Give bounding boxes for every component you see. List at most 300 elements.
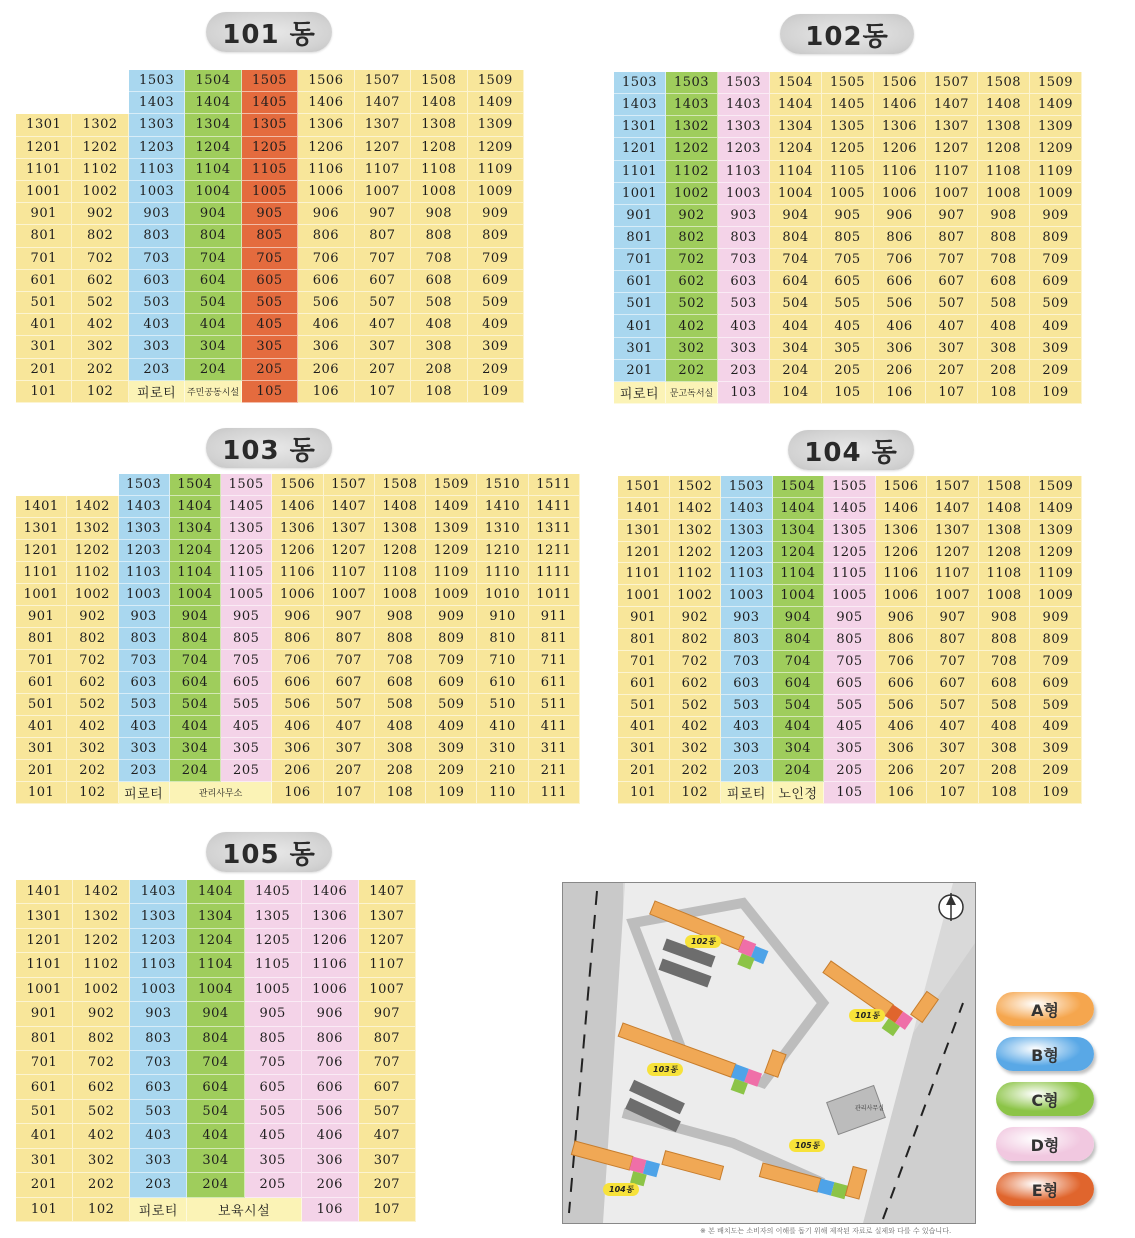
building-title-101: 101 동 — [206, 12, 332, 52]
unit-1007: 1007 — [926, 183, 978, 205]
unit-204: 204 — [170, 760, 221, 782]
unit-1105: 1105 — [822, 161, 874, 183]
unit-804: 804 — [187, 1027, 244, 1051]
unit-1506: 1506 — [876, 476, 928, 498]
unit-904: 904 — [770, 205, 822, 227]
unit-901: 901 — [16, 606, 67, 628]
unit-1102: 1102 — [73, 953, 130, 977]
unit-209: 209 — [468, 359, 524, 381]
unit-809: 809 — [426, 628, 477, 650]
unit-607: 607 — [355, 270, 411, 292]
building-title-102: 102동 — [780, 14, 914, 54]
unit-903: 903 — [718, 205, 770, 227]
unit-1405: 1405 — [245, 880, 302, 904]
unit-608: 608 — [411, 270, 467, 292]
unit-106: 106 — [876, 782, 928, 804]
unit-1403: 1403 — [666, 94, 718, 116]
facility-cell: 피로티 — [721, 782, 773, 804]
unit-1206: 1206 — [298, 137, 354, 159]
unit-1202: 1202 — [72, 137, 128, 159]
unit-1505: 1505 — [824, 476, 876, 498]
unit-1508: 1508 — [375, 474, 426, 496]
unit-1107: 1107 — [324, 562, 375, 584]
unit-1406: 1406 — [272, 496, 323, 518]
unit-601: 601 — [16, 1075, 73, 1099]
unit-403: 403 — [718, 315, 770, 337]
unit-1102: 1102 — [666, 161, 718, 183]
unit-1309: 1309 — [468, 114, 524, 136]
unit-1203: 1203 — [129, 137, 185, 159]
facility-cell: 피로티 — [129, 381, 185, 403]
unit-1309: 1309 — [1030, 116, 1082, 138]
unit-404: 404 — [773, 717, 825, 739]
unit-604: 604 — [770, 271, 822, 293]
unit-907: 907 — [359, 1002, 416, 1026]
unit-502: 502 — [670, 695, 722, 717]
unit-107: 107 — [927, 782, 979, 804]
unit-1105: 1105 — [824, 563, 876, 585]
unit-1104: 1104 — [187, 953, 244, 977]
unit-603: 603 — [130, 1075, 187, 1099]
unit-1207: 1207 — [927, 542, 979, 564]
unit-402: 402 — [73, 1124, 130, 1148]
unit-708: 708 — [979, 651, 1031, 673]
legend-type-c: C형 — [996, 1082, 1094, 1116]
unit-1304: 1304 — [770, 116, 822, 138]
unit-1307: 1307 — [359, 904, 416, 928]
unit-1105: 1105 — [245, 953, 302, 977]
unit-1205: 1205 — [822, 138, 874, 160]
unit-611: 611 — [529, 672, 580, 694]
unit-606: 606 — [874, 271, 926, 293]
unit-1007: 1007 — [324, 584, 375, 606]
unit-908: 908 — [978, 205, 1030, 227]
unit-106: 106 — [272, 782, 323, 804]
unit-909: 909 — [468, 203, 524, 225]
unit-702: 702 — [73, 1051, 130, 1075]
unit-904: 904 — [773, 607, 825, 629]
unit-1401: 1401 — [618, 498, 670, 520]
unit-1310: 1310 — [477, 518, 528, 540]
unit-301: 301 — [614, 338, 666, 360]
unit-202: 202 — [666, 360, 718, 382]
unit-407: 407 — [355, 314, 411, 336]
unit-1002: 1002 — [666, 183, 718, 205]
unit-508: 508 — [978, 293, 1030, 315]
unit-909: 909 — [426, 606, 477, 628]
unit-508: 508 — [375, 694, 426, 716]
unit-906: 906 — [876, 607, 928, 629]
unit-1409: 1409 — [1030, 94, 1082, 116]
unit-403: 403 — [721, 717, 773, 739]
unit-1305: 1305 — [824, 520, 876, 542]
unit-1104: 1104 — [170, 562, 221, 584]
unit-809: 809 — [468, 225, 524, 247]
unit-602: 602 — [666, 271, 718, 293]
unit-710: 710 — [477, 650, 528, 672]
unit-705: 705 — [242, 248, 298, 270]
unit-504: 504 — [185, 292, 241, 314]
unit-807: 807 — [355, 225, 411, 247]
unit-301: 301 — [16, 1149, 73, 1173]
unit-306: 306 — [302, 1149, 359, 1173]
site-plan-map — [562, 882, 976, 1224]
unit-1309: 1309 — [426, 518, 477, 540]
unit-1302: 1302 — [73, 904, 130, 928]
unit-901: 901 — [614, 205, 666, 227]
unit-709: 709 — [426, 650, 477, 672]
unit-1408: 1408 — [978, 94, 1030, 116]
unit-805: 805 — [822, 227, 874, 249]
unit-1205: 1205 — [824, 542, 876, 564]
unit-502: 502 — [72, 292, 128, 314]
unit-1109: 1109 — [468, 159, 524, 181]
unit-707: 707 — [359, 1051, 416, 1075]
unit-1202: 1202 — [67, 540, 118, 562]
unit-302: 302 — [67, 738, 118, 760]
unit-709: 709 — [468, 248, 524, 270]
unit-106: 106 — [302, 1198, 359, 1222]
unit-1303: 1303 — [721, 520, 773, 542]
unit-903: 903 — [129, 203, 185, 225]
unit-grid-104 — [618, 476, 1082, 804]
unit-703: 703 — [721, 651, 773, 673]
unit-309: 309 — [468, 336, 524, 358]
unit-403: 403 — [119, 716, 170, 738]
unit-1102: 1102 — [670, 563, 722, 585]
unit-409: 409 — [1030, 717, 1082, 739]
unit-1509: 1509 — [1030, 476, 1082, 498]
unit-1504: 1504 — [170, 474, 221, 496]
unit-607: 607 — [927, 673, 979, 695]
unit-201: 201 — [16, 760, 67, 782]
unit-203: 203 — [130, 1173, 187, 1197]
unit-109: 109 — [1030, 382, 1082, 404]
unit-1406: 1406 — [874, 94, 926, 116]
unit-206: 206 — [876, 760, 928, 782]
legend-type-d: D형 — [996, 1127, 1094, 1161]
unit-704: 704 — [170, 650, 221, 672]
unit-702: 702 — [670, 651, 722, 673]
unit-1201: 1201 — [614, 138, 666, 160]
unit-805: 805 — [824, 629, 876, 651]
unit-705: 705 — [824, 651, 876, 673]
unit-401: 401 — [16, 314, 72, 336]
unit-1003: 1003 — [119, 584, 170, 606]
unit-307: 307 — [359, 1149, 416, 1173]
facility-cell: 노인정 — [773, 782, 825, 804]
unit-1106: 1106 — [874, 161, 926, 183]
unit-1501: 1501 — [618, 476, 670, 498]
unit-1402: 1402 — [670, 498, 722, 520]
unit-1407: 1407 — [926, 94, 978, 116]
unit-603: 603 — [129, 270, 185, 292]
unit-811: 811 — [529, 628, 580, 650]
site-label-105: 105동 — [789, 1139, 825, 1152]
unit-709: 709 — [1030, 249, 1082, 271]
unit-303: 303 — [129, 336, 185, 358]
unit-1507: 1507 — [926, 72, 978, 94]
unit-705: 705 — [822, 249, 874, 271]
unit-501: 501 — [618, 695, 670, 717]
unit-1204: 1204 — [187, 929, 244, 953]
unit-1304: 1304 — [773, 520, 825, 542]
unit-1201: 1201 — [16, 929, 73, 953]
unit-1304: 1304 — [170, 518, 221, 540]
unit-901: 901 — [16, 1002, 73, 1026]
unit-1506: 1506 — [298, 70, 354, 92]
unit-1503: 1503 — [614, 72, 666, 94]
unit-1101: 1101 — [16, 953, 73, 977]
unit-1101: 1101 — [16, 159, 72, 181]
unit-311: 311 — [529, 738, 580, 760]
unit-901: 901 — [16, 203, 72, 225]
unit-1206: 1206 — [876, 542, 928, 564]
unit-1402: 1402 — [73, 880, 130, 904]
unit-605: 605 — [242, 270, 298, 292]
unit-304: 304 — [187, 1149, 244, 1173]
unit-1404: 1404 — [773, 498, 825, 520]
unit-1104: 1104 — [770, 161, 822, 183]
unit-507: 507 — [324, 694, 375, 716]
facility-cell: 피로티 — [614, 382, 666, 404]
unit-702: 702 — [666, 249, 718, 271]
unit-609: 609 — [1030, 271, 1082, 293]
unit-1209: 1209 — [426, 540, 477, 562]
unit-607: 607 — [359, 1075, 416, 1099]
unit-307: 307 — [926, 338, 978, 360]
unit-503: 503 — [119, 694, 170, 716]
unit-1404: 1404 — [185, 92, 241, 114]
unit-910: 910 — [477, 606, 528, 628]
unit-401: 401 — [16, 716, 67, 738]
unit-801: 801 — [618, 629, 670, 651]
unit-803: 803 — [721, 629, 773, 651]
unit-1507: 1507 — [324, 474, 375, 496]
unit-1207: 1207 — [355, 137, 411, 159]
site-facility-label: 관리사무실 — [855, 1105, 884, 1112]
unit-1204: 1204 — [185, 137, 241, 159]
unit-303: 303 — [718, 338, 770, 360]
unit-406: 406 — [876, 717, 928, 739]
unit-308: 308 — [375, 738, 426, 760]
unit-503: 503 — [721, 695, 773, 717]
unit-1301: 1301 — [614, 116, 666, 138]
unit-509: 509 — [468, 292, 524, 314]
unit-1205: 1205 — [221, 540, 272, 562]
unit-505: 505 — [822, 293, 874, 315]
unit-409: 409 — [426, 716, 477, 738]
unit-1203: 1203 — [718, 138, 770, 160]
unit-701: 701 — [614, 249, 666, 271]
unit-1511: 1511 — [529, 474, 580, 496]
unit-901: 901 — [618, 607, 670, 629]
unit-307: 307 — [355, 336, 411, 358]
unit-902: 902 — [73, 1002, 130, 1026]
unit-1005: 1005 — [221, 584, 272, 606]
unit-1308: 1308 — [375, 518, 426, 540]
unit-610: 610 — [477, 672, 528, 694]
unit-906: 906 — [272, 606, 323, 628]
unit-706: 706 — [298, 248, 354, 270]
unit-807: 807 — [927, 629, 979, 651]
unit-1408: 1408 — [375, 496, 426, 518]
unit-1306: 1306 — [298, 114, 354, 136]
unit-1209: 1209 — [468, 137, 524, 159]
unit-208: 208 — [978, 360, 1030, 382]
unit-502: 502 — [67, 694, 118, 716]
unit-102: 102 — [67, 782, 118, 804]
unit-108: 108 — [411, 381, 467, 403]
unit-107: 107 — [926, 382, 978, 404]
unit-406: 406 — [298, 314, 354, 336]
unit-205: 205 — [245, 1173, 302, 1197]
unit-110: 110 — [477, 782, 528, 804]
unit-704: 704 — [770, 249, 822, 271]
unit-1208: 1208 — [375, 540, 426, 562]
unit-805: 805 — [221, 628, 272, 650]
unit-205: 205 — [822, 360, 874, 382]
unit-308: 308 — [978, 338, 1030, 360]
unit-1211: 1211 — [529, 540, 580, 562]
unit-207: 207 — [324, 760, 375, 782]
unit-702: 702 — [72, 248, 128, 270]
unit-207: 207 — [926, 360, 978, 382]
unit-403: 403 — [130, 1124, 187, 1148]
unit-1006: 1006 — [876, 585, 928, 607]
unit-1304: 1304 — [187, 904, 244, 928]
unit-601: 601 — [618, 673, 670, 695]
unit-302: 302 — [666, 338, 718, 360]
unit-1101: 1101 — [618, 563, 670, 585]
facility-cell: 보육시설 — [187, 1198, 301, 1222]
unit-107: 107 — [355, 381, 411, 403]
unit-1007: 1007 — [355, 181, 411, 203]
unit-1404: 1404 — [770, 94, 822, 116]
unit-603: 603 — [718, 271, 770, 293]
unit-905: 905 — [824, 607, 876, 629]
unit-410: 410 — [477, 716, 528, 738]
legend-type-a: A형 — [996, 992, 1094, 1026]
unit-1407: 1407 — [355, 92, 411, 114]
unit-1207: 1207 — [324, 540, 375, 562]
legend-type-b: B형 — [996, 1037, 1094, 1071]
unit-1004: 1004 — [770, 183, 822, 205]
facility-cell: 관리사무소 — [170, 782, 273, 804]
unit-205: 205 — [824, 760, 876, 782]
building-title-103: 103 동 — [206, 428, 332, 468]
unit-506: 506 — [272, 694, 323, 716]
unit-1106: 1106 — [302, 953, 359, 977]
unit-306: 306 — [876, 738, 928, 760]
unit-305: 305 — [242, 336, 298, 358]
unit-511: 511 — [529, 694, 580, 716]
unit-701: 701 — [16, 248, 72, 270]
unit-605: 605 — [221, 672, 272, 694]
unit-102: 102 — [670, 782, 722, 804]
unit-1503: 1503 — [721, 476, 773, 498]
unit-1307: 1307 — [355, 114, 411, 136]
unit-201: 201 — [614, 360, 666, 382]
unit-404: 404 — [170, 716, 221, 738]
unit-906: 906 — [874, 205, 926, 227]
unit-408: 408 — [979, 717, 1031, 739]
unit-701: 701 — [16, 650, 67, 672]
unit-204: 204 — [773, 760, 825, 782]
unit-109: 109 — [426, 782, 477, 804]
unit-804: 804 — [170, 628, 221, 650]
unit-602: 602 — [72, 270, 128, 292]
unit-308: 308 — [979, 738, 1031, 760]
unit-1103: 1103 — [129, 159, 185, 181]
unit-107: 107 — [324, 782, 375, 804]
unit-907: 907 — [324, 606, 375, 628]
unit-408: 408 — [411, 314, 467, 336]
unit-507: 507 — [355, 292, 411, 314]
unit-109: 109 — [1030, 782, 1082, 804]
unit-507: 507 — [926, 293, 978, 315]
unit-1002: 1002 — [72, 181, 128, 203]
unit-1306: 1306 — [272, 518, 323, 540]
unit-801: 801 — [16, 1027, 73, 1051]
unit-905: 905 — [245, 1002, 302, 1026]
unit-808: 808 — [375, 628, 426, 650]
unit-302: 302 — [670, 738, 722, 760]
unit-1303: 1303 — [718, 116, 770, 138]
unit-1102: 1102 — [67, 562, 118, 584]
unit-1309: 1309 — [1030, 520, 1082, 542]
unit-107: 107 — [359, 1198, 416, 1222]
unit-703: 703 — [119, 650, 170, 672]
unit-207: 207 — [927, 760, 979, 782]
unit-605: 605 — [822, 271, 874, 293]
unit-501: 501 — [16, 292, 72, 314]
unit-1102: 1102 — [72, 159, 128, 181]
unit-1305: 1305 — [221, 518, 272, 540]
unit-1002: 1002 — [670, 585, 722, 607]
unit-1201: 1201 — [16, 137, 72, 159]
unit-104: 104 — [770, 382, 822, 404]
unit-111: 111 — [529, 782, 580, 804]
unit-1508: 1508 — [978, 72, 1030, 94]
unit-1003: 1003 — [129, 181, 185, 203]
facility-cell: 문고독서실 — [666, 382, 718, 404]
unit-201: 201 — [16, 1173, 73, 1197]
unit-301: 301 — [618, 738, 670, 760]
unit-304: 304 — [773, 738, 825, 760]
unit-1409: 1409 — [468, 92, 524, 114]
unit-406: 406 — [272, 716, 323, 738]
unit-1306: 1306 — [302, 904, 359, 928]
unit-1508: 1508 — [979, 476, 1031, 498]
unit-707: 707 — [926, 249, 978, 271]
unit-1401: 1401 — [16, 496, 67, 518]
unit-207: 207 — [355, 359, 411, 381]
unit-705: 705 — [245, 1051, 302, 1075]
unit-806: 806 — [876, 629, 928, 651]
unit-206: 206 — [874, 360, 926, 382]
unit-504: 504 — [170, 694, 221, 716]
unit-411: 411 — [529, 716, 580, 738]
unit-703: 703 — [130, 1051, 187, 1075]
unit-109: 109 — [468, 381, 524, 403]
unit-401: 401 — [618, 717, 670, 739]
unit-206: 206 — [302, 1173, 359, 1197]
unit-506: 506 — [302, 1100, 359, 1124]
unit-1206: 1206 — [272, 540, 323, 562]
unit-501: 501 — [16, 1100, 73, 1124]
unit-1208: 1208 — [978, 138, 1030, 160]
